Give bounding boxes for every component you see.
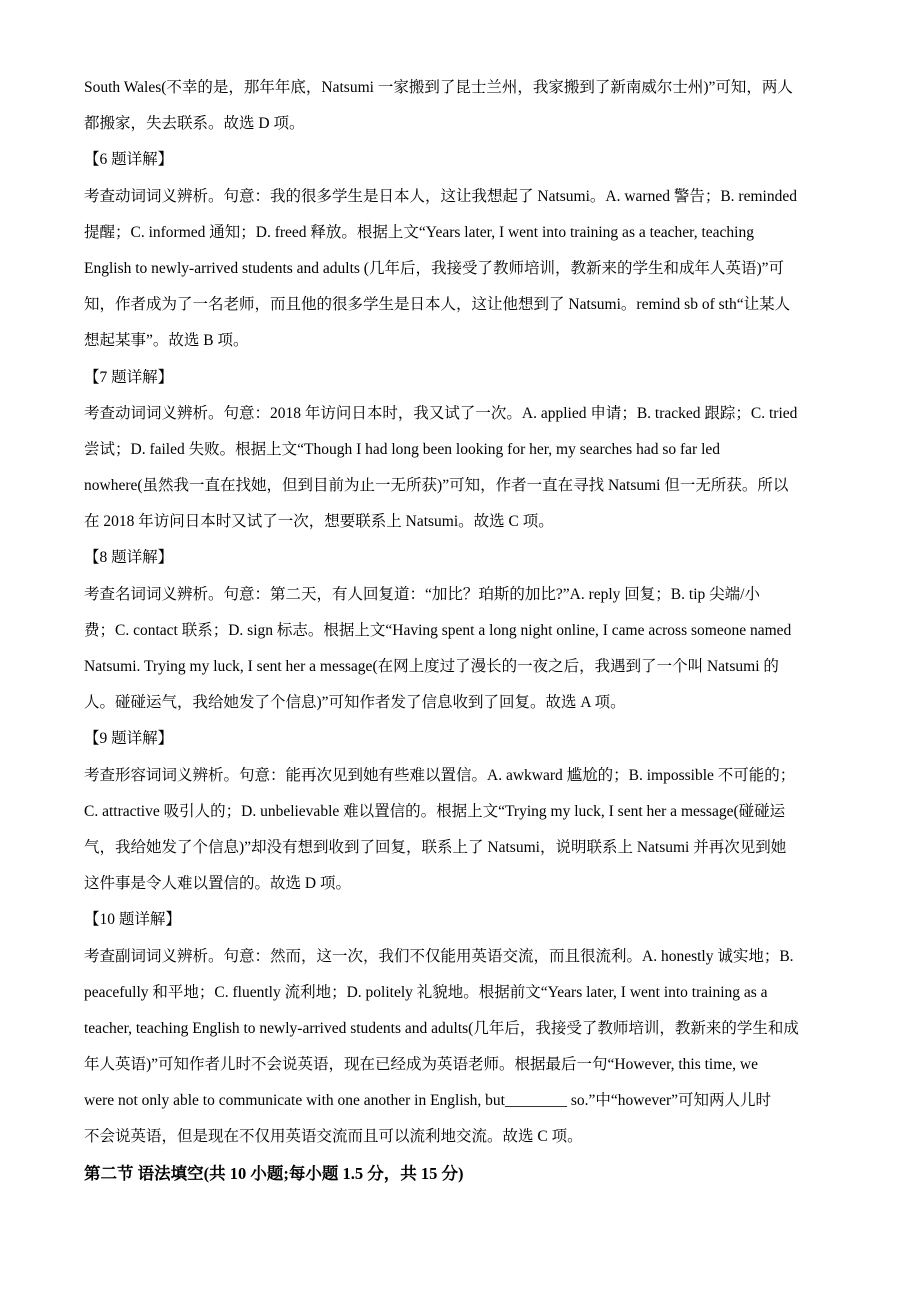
question-heading-10: 【10 题详解】 [84,911,181,929]
text-line: were not only able to communicate with one another in English, but________ so.”中“however”可知两人儿时 [84,1092,772,1110]
text-line: 考查形容词词义辨析。句意：能再次见到她有些难以置信。A. awkward 尴尬的；B. impossible 不可能的； [84,766,796,784]
text-line: 费；C. contact 联系；D. sign 标志。根据上文“Having spent a long night online, I came across someone named [84,621,792,639]
question-heading-6: 【6 题详解】 [84,151,174,169]
text-line: 知，作者成为了一名老师，而且他的很多学生是日本人，这让他想到了 Natsumi。remind sb of sth“让某人 [84,296,791,314]
text-line: 人。碰碰运气，我给她发了个信息)”可知作者发了信息收到了回复。故选 A 项。 [84,694,626,712]
question-heading-8: 【8 题详解】 [84,549,174,567]
document-page [84,70,836,1192]
text-line: C. attractive 吸引人的；D. unbelievable 难以置信的。根据上文“Trying my luck, I sent her a message(碰碰运 [84,802,786,820]
text-line: nowhere(虽然我一直在找她，但到目前为止一无所获)”可知，作者一直在寻找 Natsumi 但一无所获。所以 [84,477,789,495]
text-line: peacefully 和平地；C. fluently 流利地；D. politely 礼貌地。根据前文“Years later, I went into training as a [84,983,768,1001]
text-line: 提醒；C. informed 通知；D. freed 释放。根据上文“Years later, I went into training as a teacher, teaching [84,223,754,241]
question-heading-7: 【7 题详解】 [84,368,174,386]
text-line: 年人英语)”可知作者儿时不会说英语，现在已经成为英语老师。根据最后一句“However, this time, we [84,1056,759,1074]
text-line: teacher, teaching English to newly-arrived students and adults(几年后，我接受了教师培训，教新来的学生和成 [84,1019,799,1037]
question-heading-9: 【9 题详解】 [84,730,174,748]
text-line: 考查名词词义辨析。句意：第二天，有人回复道：“加比？珀斯的加比?”A. reply 回复；B. tip 尖端/小 [84,585,760,603]
text-line: 考查动词词义辨析。句意：2018 年访问日本时，我又试了一次。A. applied 申请；B. tracked 跟踪；C. tried [84,404,798,422]
text-line: English to newly-arrived students and adults (几年后，我接受了教师培训，教新来的学生和成年人英语)”可 [84,259,785,277]
text-line: 想起某事”。故选 B 项。 [84,332,249,350]
text-line: 气，我给她发了个信息)”却没有想到收到了回复，联系上了 Natsumi，说明联系上 Natsumi 并再次见到她 [84,838,787,856]
section-title: 第二节 语法填空(共 10 小题;每小题 1.5 分，共 15 分) [84,1163,464,1183]
text-line: 这件事是令人难以置信的。故选 D 项。 [84,875,351,893]
text-line: 不会说英语，但是现在不仅用英语交流而且可以流利地交流。故选 C 项。 [84,1128,583,1146]
text-line: South Wales(不幸的是，那年年底，Natsumi 一家搬到了昆士兰州，我家搬到了新南威尔士州)”可知，两人 [84,79,793,96]
text-line: 考查副词词义辨析。句意：然而，这一次，我们不仅能用英语交流，而且很流利。A. honestly 诚实地；B. [84,947,794,965]
text-line: 在 2018 年访问日本时又试了一次，想要联系上 Natsumi。故选 C 项。 [84,513,554,531]
text-line: 尝试；D. failed 失败。根据上文“Though I had long been looking for her, my searches had so far led [84,440,721,458]
text-line: 都搬家，失去联系。故选 D 项。 [84,115,305,133]
text-line: Natsumi. Trying my luck, I sent her a message(在网上度过了漫长的一夜之后，我遇到了一个叫 Natsumi 的 [84,658,779,675]
text-line: 考查动词词义辨析。句意：我的很多学生是日本人，这让我想起了 Natsumi。A. warned 警告；B. reminded [84,187,797,205]
